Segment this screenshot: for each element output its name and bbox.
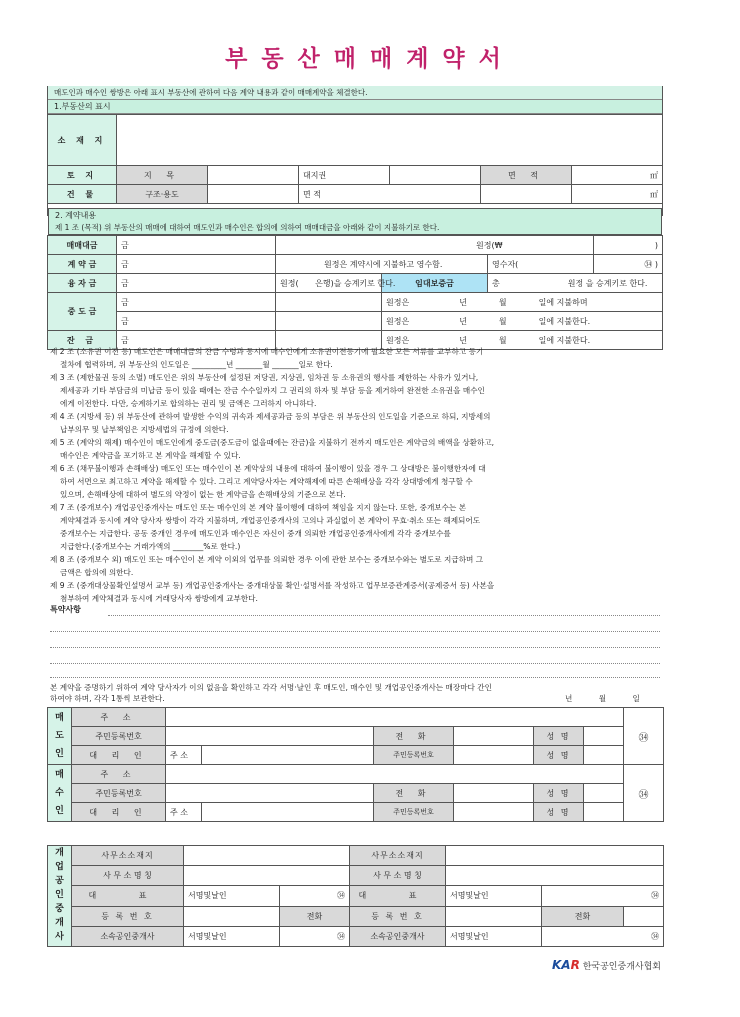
sale-price-mid[interactable]: 원정(₩ [276, 236, 594, 255]
closing-line: 본 계약을 증명하기 위하여 계약 당사자가 이의 없음을 확인하고 각각 서명·날인 후 매도인, 매수인 및 개업공인중개사는 매장마다 간인 [50, 683, 492, 692]
building-area-spacer [481, 185, 572, 204]
date-month: 월 [598, 694, 607, 703]
land-type-field[interactable] [208, 166, 299, 185]
broker-label-text: 개업공인중개사 [55, 848, 64, 942]
buyer-address-label: 주 소 [72, 765, 166, 784]
seller-id-field[interactable] [166, 727, 374, 746]
balance-year: 년 [459, 335, 467, 345]
clause-line: 금액은 합의에 의한다. [60, 568, 134, 577]
special-line[interactable] [50, 676, 660, 678]
sale-price-prefix: 금 [117, 236, 276, 255]
broker1-rep-label: 대 표 [72, 886, 184, 906]
broker1-reg-label: 등 록 번 호 [72, 906, 184, 926]
land-area-field[interactable]: ㎡ [572, 166, 663, 185]
special-line[interactable] [50, 630, 660, 632]
broker2-reg-field[interactable] [446, 906, 542, 926]
seller-address-field[interactable] [166, 708, 624, 727]
broker2-reg-label: 등 록 번 호 [350, 906, 446, 926]
buyer-agent-addr-field[interactable] [202, 803, 374, 822]
property-table [47, 114, 663, 204]
seller-agent-name-field[interactable] [584, 746, 624, 765]
payment-table [47, 235, 663, 350]
deposit-seal: ㉞ ) [594, 255, 663, 274]
clause-line: 계약체결과 동시에 계약 당사자 쌍방이 각각 지불하며, 개업공인중개사의 고의나 과실없이 본 계약이 무효·취소 또는 해제되어도 [60, 516, 481, 525]
seller-seal: ㉞ [624, 708, 664, 765]
balance-prefix: 금 [117, 331, 276, 350]
date-day: 일 [632, 694, 640, 703]
lease-deposit-field[interactable] [488, 274, 663, 293]
closing-text [50, 682, 670, 704]
seller-phone-label: 전 화 [374, 727, 454, 746]
document-title: 부동산매매계약서 [225, 46, 515, 72]
structure-field[interactable] [208, 185, 299, 204]
brokers-table [47, 845, 664, 947]
building-area-label: 면 적 [299, 185, 481, 204]
interim-spacer-1[interactable] [276, 293, 382, 312]
broker2-phone-label: 전화 [542, 906, 624, 926]
broker2-office-name-field[interactable] [446, 866, 664, 886]
deposit-mid[interactable]: 원정은 계약시에 지불하고 영수함. [276, 255, 488, 274]
lease-prefix: 총 [492, 278, 500, 288]
clause-line: 제 9 조 (중개대상물확인설명서 교부 등) 개업공인중개사는 중개대상물 확인·설명서를 작성하고 업무보증관계증서(공제증서 등) 사본을 [50, 581, 495, 590]
clause-line: 제 3 조 (제한물권 등의 소멸) 매도인은 위의 부동산에 설정된 저당권, 지상권, 임차권 등 소유권의 행사를 제한하는 사유가 있거나, [50, 373, 479, 382]
interim-year-1: 년 [459, 297, 467, 307]
buyer-phone-label: 전 화 [374, 784, 454, 803]
seller-label [48, 708, 72, 765]
land-area-label: 면 적 [481, 166, 572, 185]
broker2-office-addr-field[interactable] [446, 846, 664, 866]
broker1-sign-label[interactable]: 서명및날인 [184, 886, 280, 906]
interim-row-2[interactable] [382, 312, 663, 331]
interim-prefix-1: 금 [117, 293, 276, 312]
broker2-assoc-seal: ㉞ [542, 926, 664, 946]
loan-prefix: 금 [117, 274, 276, 293]
clause-line: 있으며, 손해배상에 대하여 별도의 약정이 없는 한 계약금을 손해배상의 기준으로 본다. [60, 490, 346, 499]
broker2-assoc-label: 소속공인중개사 [350, 926, 446, 946]
land-type-label: 지 목 [117, 166, 208, 185]
buyer-agent-id-label: 주민등록번호 [374, 803, 454, 822]
seller-phone-field[interactable] [454, 727, 534, 746]
special-line[interactable] [50, 646, 660, 648]
buyer-id-field[interactable] [166, 784, 374, 803]
clause-line: 지급한다.(중개보수는 거래가액의 ________%로 한다.) [60, 542, 241, 551]
buyer-id-label: 주민등록번호 [72, 784, 166, 803]
deposit-receiver[interactable]: 영수자( [488, 255, 594, 274]
seller-agent-id-label: 주민등록번호 [374, 746, 454, 765]
buyer-seal: ㉞ [624, 765, 664, 822]
clause-line: 제 7 조 (중개보수) 개업공인중개사는 매도인 또는 매수인의 본 계약 불이행에 대하여 책임을 지지 않는다. 또한, 중개보수는 본 [50, 503, 467, 512]
broker2-seal: ㉞ [542, 886, 664, 906]
building-area-field[interactable]: ㎡ [572, 185, 663, 204]
seller-agent-addr-field[interactable] [202, 746, 374, 765]
clause-line: 제 5 조 (계약의 해제) 매수인이 매도인에게 중도금(중도금이 없을때에는 잔금)을 지불하기 전까지 매도인은 계약금의 배액을 상환하고, [50, 438, 495, 447]
broker1-phone-label: 전화 [280, 906, 350, 926]
broker2-rep-label: 대 표 [350, 886, 446, 906]
seller-name-label: 성 명 [534, 727, 584, 746]
clause-line: 제 2 조 (소유권 이전 등) 매도인은 매매대금의 잔금 수령과 동시에 매수인에게 소유권이전등기에 필요한 모든 서류를 교부하고 등기 [50, 347, 484, 356]
lease-deposit-label: 임대보증금 [382, 274, 488, 293]
building-label: 건 물 [48, 185, 117, 204]
interim-prefix-2: 금 [117, 312, 276, 331]
broker-label [48, 846, 72, 947]
deposit-label: 계 약 금 [48, 255, 117, 274]
clause-line: 중개보수는 지급한다. 공동 중개인 경우에 매도인과 매수인은 자신이 중개 의뢰한 개업공인중개사에게 각각 중개보수를 [60, 529, 451, 538]
logo-mark-a: KA [552, 958, 571, 972]
seller-name-field[interactable] [584, 727, 624, 746]
clause-line: 제 4 조 (지방세 등) 위 부동산에 관하여 발생한 수익의 귀속과 제세공과금 등의 부담은 위 부동산의 인도일을 기준으로 하되, 지방세의 [50, 412, 491, 421]
broker1-office-name-label: 사 무 소 명 칭 [72, 866, 184, 886]
sale-price-label: 매매대금 [48, 236, 117, 255]
loan-mid: 원정( [280, 278, 299, 288]
location-label: 소 재 지 [48, 115, 117, 166]
interim-label: 중 도 금 [48, 293, 117, 331]
broker1-office-addr-field[interactable] [184, 846, 350, 866]
balance-label: 잔 금 [48, 331, 117, 350]
interim-a-2: 원정은 [386, 316, 410, 326]
date-year: 년 [565, 694, 573, 703]
clause-line: 매수인은 계약금을 포기하고 본 계약을 해제할 수 있다. [60, 451, 241, 460]
buyer-agent-addr-label: 주 소 [166, 803, 202, 822]
seller-address-label: 주 소 [72, 708, 166, 727]
clause-line: 하여 서면으로 최고하고 계약을 해제할 수 있다. 그리고 계약당사자는 계약해제에 따른 손해배상을 각각 상대방에게 청구할 수 [60, 477, 473, 486]
clause-line: 절차에 협력하며, 위 부동산의 인도일은 _________년 _______월 _______일로 한다. [60, 360, 333, 369]
broker1-assoc-sign[interactable]: 서명및날인 [184, 926, 280, 946]
clause-line: 제 8 조 (중개보수 외) 매도인 또는 매수인이 본 계약 이외의 업무를 의뢰한 경우 이에 관한 보수는 중개보수와는 별도로 지급하며 그 [50, 555, 484, 564]
broker2-office-addr-label: 사무소소재지 [350, 846, 446, 866]
broker2-office-name-label: 사 무 소 명 칭 [350, 866, 446, 886]
buyer-name-label: 성 명 [534, 784, 584, 803]
parties-table [47, 707, 664, 822]
broker1-assoc-seal: ㉞ [280, 926, 350, 946]
interim-a-1: 원정은 [386, 297, 410, 307]
section2-heading: 2. 계약내용 [48, 208, 662, 221]
land-label: 토 지 [48, 166, 117, 185]
land-right-label: 대지권 [299, 166, 390, 185]
seller-agent-label: 대 리 인 [72, 746, 166, 765]
section1-heading: 1.부동산의 표시 [48, 100, 662, 114]
clause-line: 제세공과 기타 부담금의 미납금 등이 있을 때에는 잔금 수수일까지 그 권리의 하자 및 부담 등을 제거하여 완전한 소유권을 매수인 [60, 386, 485, 395]
loan-label: 융 자 금 [48, 274, 117, 293]
buyer-agent-name-field[interactable] [584, 803, 624, 822]
clause-line: 첨부하여 계약체결과 동시에 거래당사자 쌍방에게 교부한다. [60, 594, 258, 603]
seller-label-text: 매도인 [55, 713, 64, 759]
association-logo [552, 958, 661, 972]
clause-line: 에게 이전한다. 다만, 승계하기로 합의하는 권리 및 금액은 그러하지 아니하다. [60, 399, 317, 408]
buyer-address-field[interactable] [166, 765, 624, 784]
interim-month-1: 월 [498, 297, 507, 307]
buyer-phone-field[interactable] [454, 784, 534, 803]
seller-agent-addr-label: 주 소 [166, 746, 202, 765]
interim-spacer-2[interactable] [276, 312, 382, 331]
contract-clauses [50, 345, 670, 605]
sale-price-end: ) [594, 236, 663, 255]
seller-agent-id-field[interactable] [454, 746, 534, 765]
broker2-sign-label[interactable]: 서명및날인 [446, 886, 542, 906]
buyer-label [48, 765, 72, 822]
broker1-office-name-field[interactable] [184, 866, 350, 886]
interim-row-1[interactable] [382, 293, 663, 312]
broker2-assoc-sign[interactable]: 서명및날인 [446, 926, 542, 946]
logo-text: 한국공인중개사협회 [582, 962, 661, 972]
special-terms-label: 특약사항 [50, 605, 81, 614]
broker1-seal: ㉞ [280, 886, 350, 906]
buyer-agent-name-label: 성 명 [534, 803, 584, 822]
closing-line: 하여야 하며, 각각 1통씩 보관한다. [50, 694, 165, 703]
lease-end: 원정 을 승계키로 한다. [567, 278, 648, 288]
logo-mark [552, 958, 580, 972]
land-right-field[interactable] [390, 166, 481, 185]
balance-month: 월 [498, 335, 507, 345]
buyer-agent-id-field[interactable] [454, 803, 534, 822]
clause-line: 납부의무 및 납부책임은 지방세법의 규정에 의한다. [60, 425, 229, 434]
date-line[interactable] [565, 693, 640, 704]
structure-label: 구조·용도 [117, 185, 208, 204]
buyer-agent-label: 대 리 인 [72, 803, 166, 822]
interim-month-2: 월 [498, 316, 507, 326]
loan-bank[interactable] [276, 274, 396, 293]
location-field[interactable] [117, 115, 663, 166]
special-line[interactable] [50, 662, 660, 664]
special-line[interactable] [108, 614, 660, 616]
logo-mark-b: R [570, 958, 580, 972]
broker1-office-addr-label: 사무소소재지 [72, 846, 184, 866]
intro-text: 매도인과 매수인 쌍방은 아래 표시 부동산에 관하여 다음 계약 내용과 같이 매매계약을 체결한다. [48, 86, 662, 100]
interim-year-2: 년 [459, 316, 467, 326]
buyer-name-field[interactable] [584, 784, 624, 803]
deposit-prefix: 금 [117, 255, 276, 274]
balance-a: 원정은 [386, 335, 410, 345]
clause1-text: 제 1 조 (목적) 위 부동산의 매매에 대하여 매도인과 매수인은 합의에 의하여 매매대금을 아래와 같이 지불하기로 한다. [48, 221, 662, 235]
broker2-phone-field[interactable] [624, 906, 664, 926]
broker1-reg-field[interactable] [184, 906, 280, 926]
interim-day-1: 일에 지불하며 [538, 297, 588, 307]
seller-id-label: 주민등록번호 [72, 727, 166, 746]
balance-day: 일에 지불한다. [538, 335, 591, 345]
loan-bank-text: 은행)을 승계키로 한다. [315, 278, 396, 288]
interim-day-2: 일에 지불한다. [538, 316, 591, 326]
seller-agent-name-label: 성 명 [534, 746, 584, 765]
broker1-assoc-label: 소속공인중개사 [72, 926, 184, 946]
clause-line: 제 6 조 (채무불이행과 손해배상) 매도인 또는 매수인이 본 계약상의 내용에 대하여 불이행이 있을 경우 그 상대방은 불이행한자에 대 [50, 464, 486, 473]
buyer-label-text: 매수인 [55, 770, 64, 816]
